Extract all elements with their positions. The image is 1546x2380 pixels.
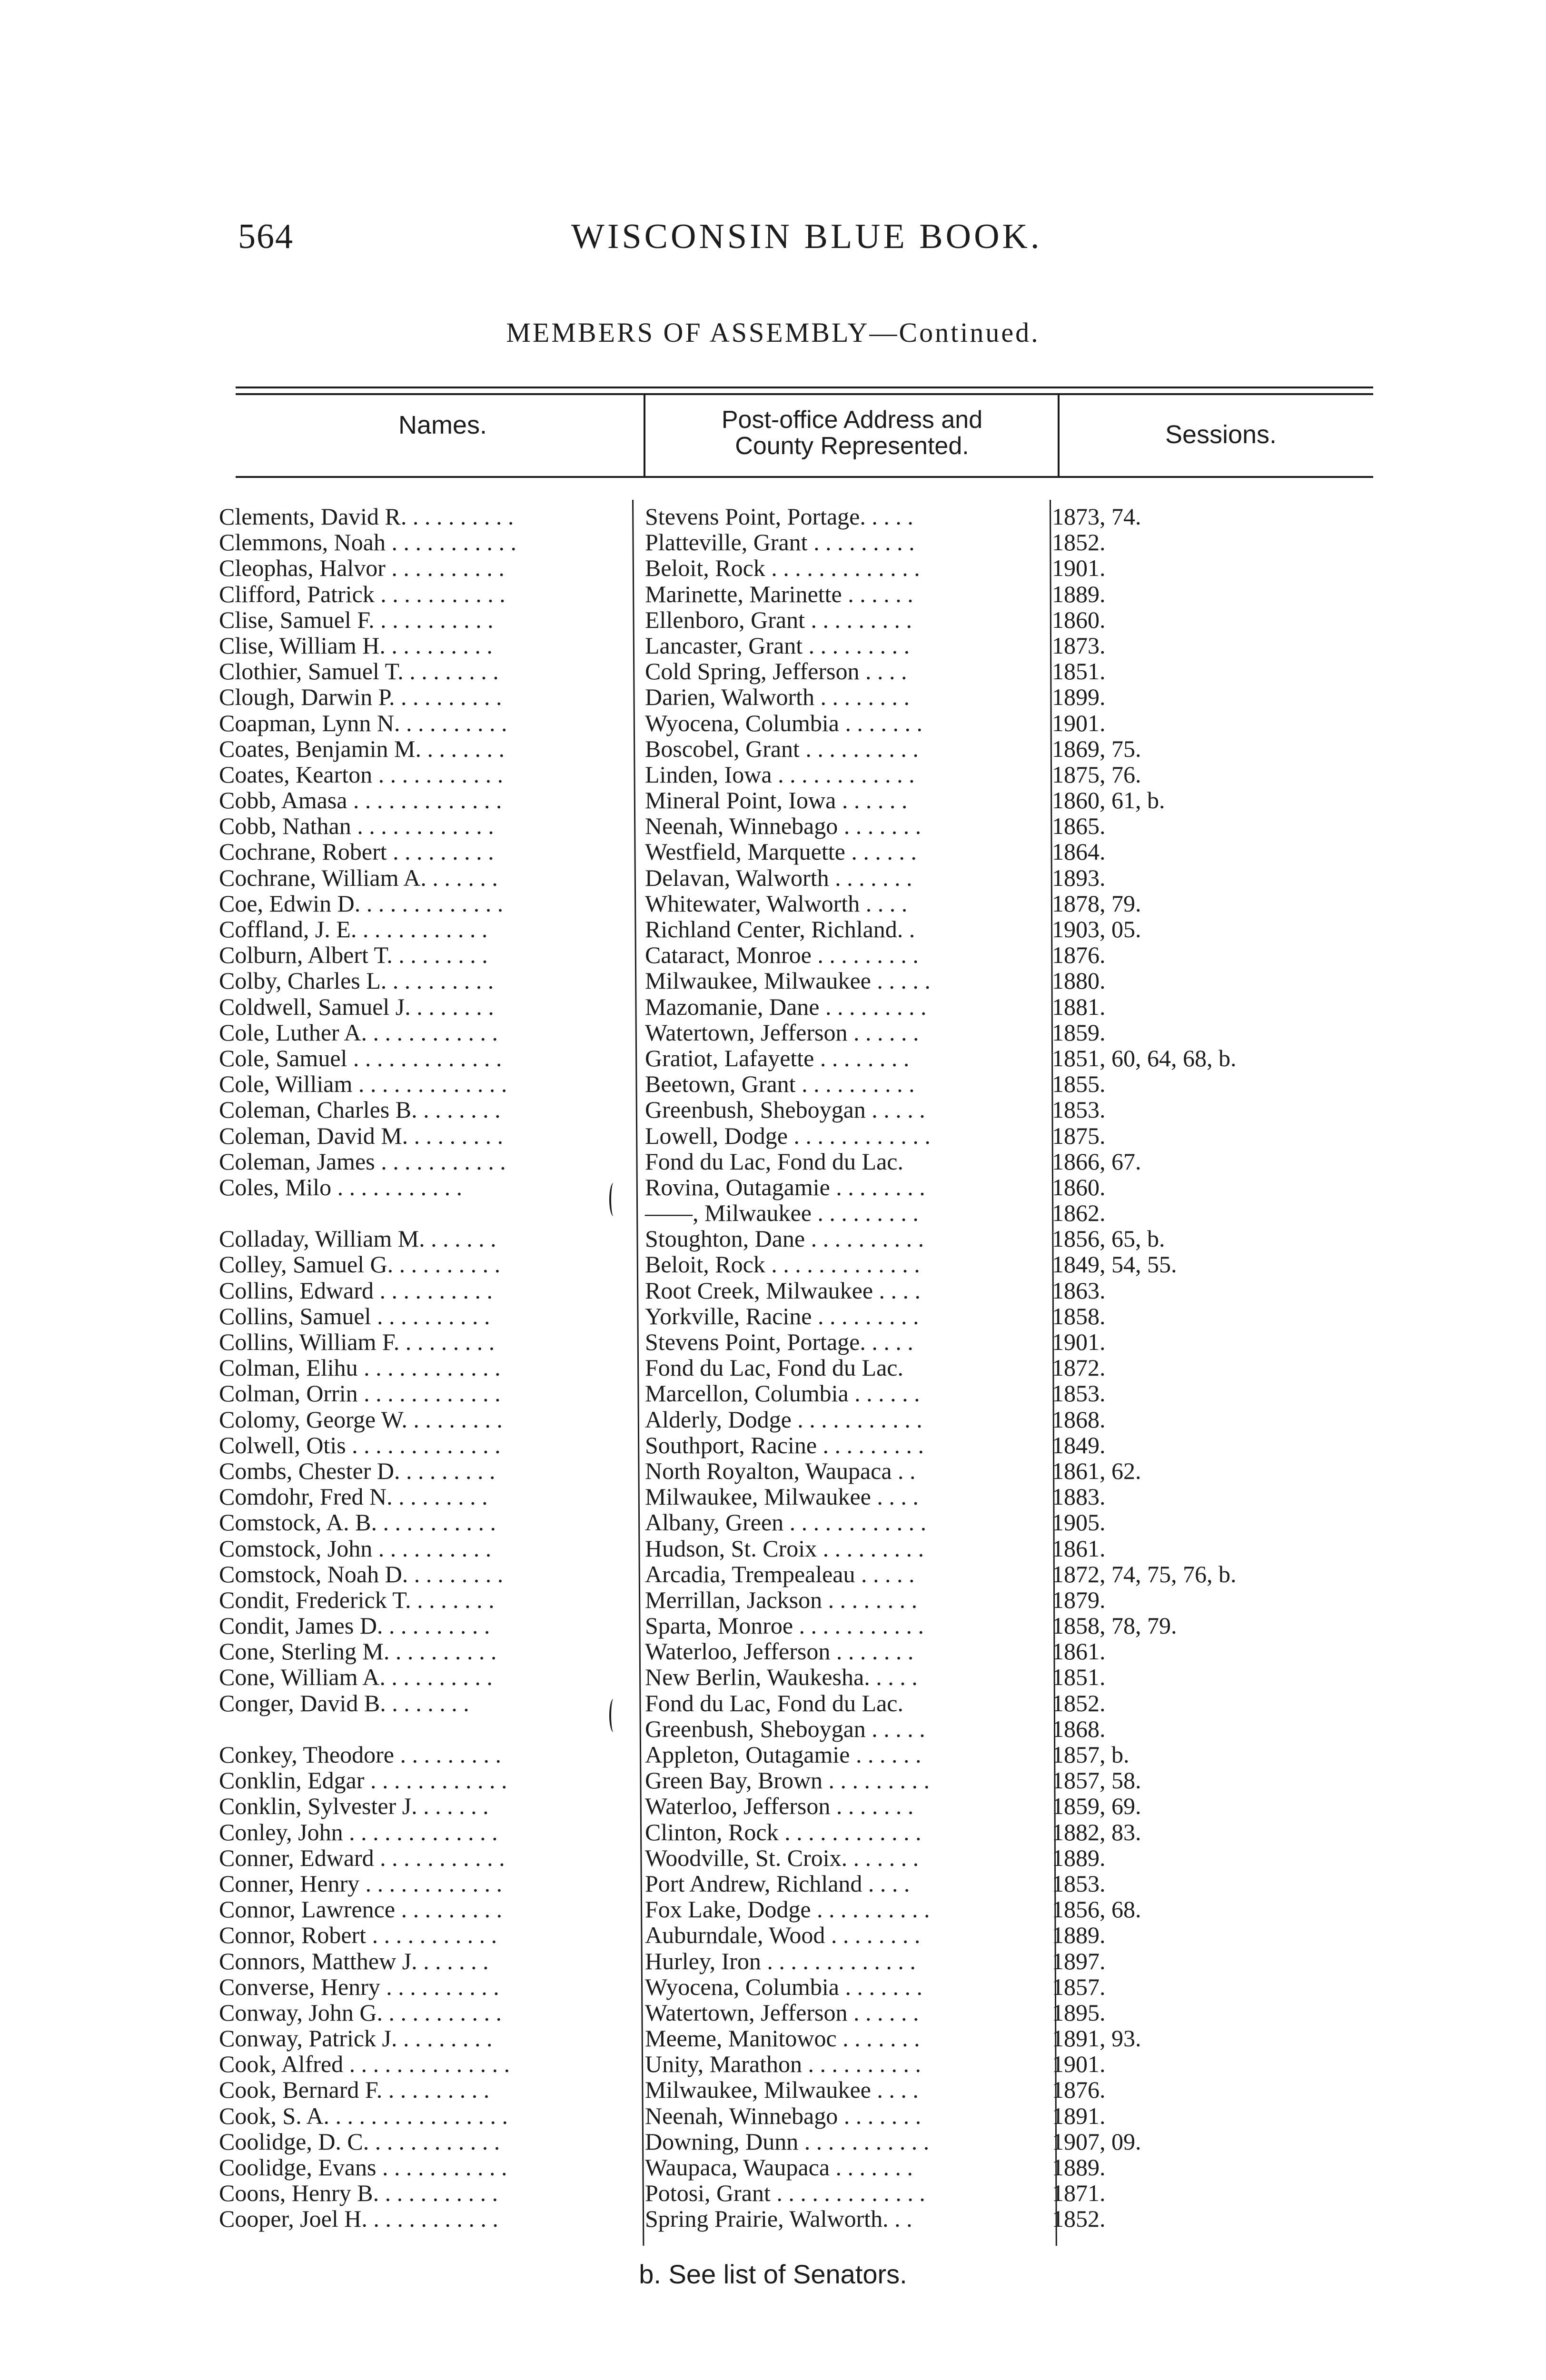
- table-row-address: Marcellon, Columbia . . . . . .: [645, 1380, 920, 1407]
- table-row-sessions: 1868.: [1052, 1715, 1106, 1742]
- table-row-sessions: 1899.: [1052, 684, 1106, 711]
- table-row-address: Fox Lake, Dodge . . . . . . . . . .: [645, 1896, 930, 1923]
- body-col-divider-1: [632, 500, 644, 2246]
- table-row-address: New Berlin, Waukesha. . . . .: [645, 1664, 918, 1691]
- table-row-name: Cone, Sterling M. . . . . . . . . .: [219, 1638, 497, 1665]
- table-row-sessions: 1852.: [1052, 2205, 1106, 2232]
- table-row-address: Marinette, Marinette . . . . . .: [645, 580, 913, 607]
- section-title: MEMBERS OF ASSEMBLY—Continued.: [506, 317, 1040, 348]
- table-row-name: Condit, Frederick T. . . . . . . .: [219, 1586, 495, 1613]
- table-row-name: Coons, Henry B. . . . . . . . . . .: [219, 2180, 498, 2207]
- table-row-sessions: 1876.: [1052, 942, 1106, 969]
- table-row-name: Cleophas, Halvor . . . . . . . . . .: [219, 555, 505, 582]
- table-row-sessions: 1849.: [1052, 1431, 1106, 1458]
- table-row-name: Coleman, David M. . . . . . . . .: [219, 1122, 504, 1149]
- table-row-name: Coapman, Lynn N. . . . . . . . . .: [219, 709, 507, 736]
- table-row-name: Conway, John G. . . . . . . . . . .: [219, 1999, 502, 2026]
- table-row-name: Conklin, Sylvester J. . . . . . .: [219, 1793, 489, 1820]
- page-number: 564: [238, 217, 294, 256]
- table-row-name: Clough, Darwin P. . . . . . . . . .: [219, 684, 502, 711]
- table-row-name: Coates, Kearton . . . . . . . . . . .: [219, 761, 504, 788]
- table-row-address: Westfield, Marquette . . . . . .: [645, 838, 917, 865]
- table-row-address: Port Andrew, Richland . . . .: [645, 1870, 910, 1897]
- table-row-name: Clise, Samuel F. . . . . . . . . . .: [219, 606, 494, 633]
- table-row-sessions: 1875, 76.: [1052, 761, 1141, 788]
- table-row-address: Stevens Point, Portage. . . . .: [645, 1329, 913, 1355]
- table-row-sessions: 1860.: [1052, 1173, 1106, 1200]
- table-row-name: Cole, Samuel . . . . . . . . . . . . .: [219, 1044, 502, 1071]
- table-row-name: Coolidge, D. C. . . . . . . . . . . .: [219, 2128, 500, 2155]
- table-row-address: Lancaster, Grant . . . . . . . . .: [645, 632, 910, 659]
- table-row-name: Cook, Bernard F. . . . . . . . . .: [219, 2076, 490, 2103]
- table-row-name: Colley, Samuel G. . . . . . . . . .: [219, 1251, 501, 1278]
- table-row-address: Fond du Lac, Fond du Lac.: [645, 1354, 903, 1381]
- table-row-address: Ellenboro, Grant . . . . . . . . .: [645, 606, 912, 633]
- table-row-name: Colwell, Otis . . . . . . . . . . . . .: [219, 1431, 501, 1458]
- table-row-name: Colman, Elihu . . . . . . . . . . . .: [219, 1354, 501, 1381]
- table-row-sessions: 1861, 62.: [1052, 1457, 1141, 1484]
- table-row-sessions: 1856, 68.: [1052, 1896, 1141, 1923]
- sessions-column: [1052, 504, 1237, 2232]
- table-row-sessions: 1907, 09.: [1052, 2128, 1141, 2155]
- table-row-sessions: 1876.: [1052, 2076, 1106, 2103]
- table-row-address: Beloit, Rock . . . . . . . . . . . . .: [645, 1251, 920, 1278]
- table-row-name: Colburn, Albert T. . . . . . . . .: [219, 942, 488, 969]
- table-row-name: Combs, Chester D. . . . . . . . .: [219, 1457, 496, 1484]
- table-row-sessions: 1861.: [1052, 1638, 1106, 1665]
- table-row-address: Neenah, Winnebago . . . . . . .: [645, 813, 922, 840]
- table-row-name: Collins, Samuel . . . . . . . . . .: [219, 1302, 490, 1329]
- header-col-divider-1: [644, 395, 645, 477]
- table-row-sessions: 1861.: [1052, 1535, 1106, 1562]
- table-row-sessions: 1868.: [1052, 1406, 1106, 1433]
- table-row-name: Clemmons, Noah . . . . . . . . . . .: [219, 529, 516, 556]
- table-row-name: Condit, James D. . . . . . . . . .: [219, 1612, 490, 1639]
- table-row-name: Conley, John . . . . . . . . . . . . .: [219, 1818, 498, 1845]
- table-row-sessions: 1869, 75.: [1052, 735, 1141, 762]
- table-row-address: Cold Spring, Jefferson . . . .: [645, 658, 907, 685]
- table-row-sessions: 1873, 74.: [1052, 503, 1141, 530]
- table-row-address: Greenbush, Sheboygan . . . . .: [645, 1715, 925, 1742]
- table-row-address: Stevens Point, Portage. . . . .: [645, 503, 913, 530]
- table-row-name: Comstock, Noah D. . . . . . . . .: [219, 1560, 504, 1587]
- table-row-address: Watertown, Jefferson . . . . . .: [645, 1019, 919, 1046]
- table-row-sessions: 1859, 69.: [1052, 1793, 1141, 1820]
- table-row-sessions: 1858.: [1052, 1302, 1106, 1329]
- table-row-name: Clothier, Samuel T. . . . . . . . .: [219, 658, 499, 685]
- table-row-address: Delavan, Walworth . . . . . . .: [645, 864, 912, 891]
- table-row-sessions: 1889.: [1052, 580, 1106, 607]
- table-row-name: Connors, Matthew J. . . . . . .: [219, 1947, 489, 1974]
- table-row-address: Meeme, Manitowoc . . . . . . .: [645, 2025, 920, 2052]
- brace-mark: [609, 1699, 618, 1732]
- table-row-name: Cobb, Nathan . . . . . . . . . . . .: [219, 813, 494, 840]
- top-rule-2: [236, 393, 1373, 395]
- table-row-sessions: 1853.: [1052, 1380, 1106, 1407]
- table-row-sessions: 1873.: [1052, 632, 1106, 659]
- address-column: [645, 504, 1040, 2232]
- table-row-address: Potosi, Grant . . . . . . . . . . . . .: [645, 2180, 925, 2207]
- table-row-sessions: 1878, 79.: [1052, 890, 1141, 917]
- table-row-name: Cole, William . . . . . . . . . . . . .: [219, 1071, 507, 1098]
- table-row-name: Clifford, Patrick . . . . . . . . . . .: [219, 580, 505, 607]
- table-row-address: Waterloo, Jefferson . . . . . . .: [645, 1638, 914, 1665]
- table-row-address: Fond du Lac, Fond du Lac.: [645, 1689, 903, 1716]
- table-row-sessions: 1872, 74, 75, 76, b.: [1052, 1560, 1237, 1587]
- table-row-address: Beloit, Rock . . . . . . . . . . . . .: [645, 555, 920, 582]
- table-row-address: Milwaukee, Milwaukee . . . .: [645, 2076, 919, 2103]
- table-row-address: Appleton, Outagamie . . . . . .: [645, 1741, 922, 1768]
- table-row-sessions: 1889.: [1052, 2154, 1106, 2181]
- table-row-address: Root Creek, Milwaukee . . . .: [645, 1277, 921, 1304]
- table-row-sessions: 1880.: [1052, 967, 1106, 994]
- table-row-sessions: 1891.: [1052, 2102, 1106, 2129]
- table-row-address: Downing, Dunn . . . . . . . . . . .: [645, 2128, 930, 2155]
- table-row-sessions: 1901.: [1052, 1329, 1106, 1355]
- table-row-sessions: 1866, 67.: [1052, 1148, 1141, 1175]
- running-head: WISCONSIN BLUE BOOK.: [571, 217, 1042, 256]
- table-row-sessions: 1901.: [1052, 555, 1106, 582]
- table-row-name: Collins, William F. . . . . . . . .: [219, 1329, 495, 1355]
- table-row-address: Green Bay, Brown . . . . . . . . .: [645, 1767, 930, 1794]
- table-row-address: Watertown, Jefferson . . . . . .: [645, 1999, 919, 2026]
- table-row-sessions: 1893.: [1052, 864, 1106, 891]
- table-row-name: Collins, Edward . . . . . . . . . .: [219, 1277, 493, 1304]
- table-row-sessions: 1860.: [1052, 606, 1106, 633]
- header-col-divider-2: [1058, 395, 1060, 477]
- table-row-sessions: 1852.: [1052, 529, 1106, 556]
- table-row-address: Darien, Walworth . . . . . . . .: [645, 684, 910, 711]
- table-row-name: Clements, David R. . . . . . . . . .: [219, 503, 514, 530]
- table-row-address: Platteville, Grant . . . . . . . . .: [645, 529, 915, 556]
- table-row-sessions: 1905.: [1052, 1509, 1106, 1536]
- table-row-address: Waterloo, Jefferson . . . . . . .: [645, 1793, 914, 1820]
- table-row-address: Milwaukee, Milwaukee . . . .: [645, 1483, 919, 1510]
- table-row-name: [219, 1716, 624, 1742]
- table-row-sessions: 1875.: [1052, 1122, 1106, 1149]
- column-header-names: Names.: [398, 411, 487, 439]
- table-row-address: Alderly, Dodge . . . . . . . . . . .: [645, 1406, 922, 1433]
- table-row-sessions: 1858, 78, 79.: [1052, 1612, 1177, 1639]
- table-row-sessions: 1891, 93.: [1052, 2025, 1141, 2052]
- brace-mark: [609, 1183, 618, 1216]
- footnote: b. See list of Senators.: [639, 2259, 907, 2289]
- table-row-sessions: 1863.: [1052, 1277, 1106, 1304]
- table-row-sessions: 1881.: [1052, 993, 1106, 1020]
- table-row-sessions: 1855.: [1052, 1071, 1106, 1098]
- table-row-address: Wyocena, Columbia . . . . . . .: [645, 709, 922, 736]
- column-header-address-line2: County Represented.: [735, 432, 969, 460]
- table-row-name: Connor, Lawrence . . . . . . . . .: [219, 1896, 503, 1923]
- table-row-address: Whitewater, Walworth . . . .: [645, 890, 908, 917]
- table-row-address: North Royalton, Waupaca . .: [645, 1457, 916, 1484]
- table-row-address: Arcadia, Trempealeau . . . . .: [645, 1560, 915, 1587]
- table-row-name: Coleman, Charles B. . . . . . . .: [219, 1096, 501, 1123]
- table-row-name: Cochrane, William A. . . . . . .: [219, 864, 498, 891]
- table-row-name: Conklin, Edgar . . . . . . . . . . . .: [219, 1767, 507, 1794]
- table-row-sessions: 1871.: [1052, 2180, 1106, 2207]
- table-row-address: Unity, Marathon . . . . . . . . . .: [645, 2051, 922, 2078]
- table-row-name: Colman, Orrin . . . . . . . . . . . .: [219, 1380, 501, 1407]
- table-row-address: Beetown, Grant . . . . . . . . . .: [645, 1071, 915, 1098]
- table-row-sessions: 1862.: [1052, 1200, 1106, 1227]
- table-row-sessions: 1859.: [1052, 1019, 1106, 1046]
- names-column: [219, 504, 624, 2232]
- table-row-name: Conway, Patrick J. . . . . . . . .: [219, 2025, 493, 2052]
- table-row-address: Albany, Green . . . . . . . . . . . .: [645, 1509, 927, 1536]
- table-row-sessions: 1851.: [1052, 1664, 1106, 1691]
- table-row-address: Sparta, Monroe . . . . . . . . . . .: [645, 1612, 924, 1639]
- table-row-name: Cobb, Amasa . . . . . . . . . . . . .: [219, 787, 502, 814]
- table-row-sessions: 1903, 05.: [1052, 916, 1141, 942]
- table-row-name: Coldwell, Samuel J. . . . . . . .: [219, 993, 494, 1020]
- table-row-address: Clinton, Rock . . . . . . . . . . . .: [645, 1818, 922, 1845]
- table-row-sessions: 1897.: [1052, 1947, 1106, 1974]
- table-row-address: Linden, Iowa . . . . . . . . . . . .: [645, 761, 915, 788]
- table-row-address: Merrillan, Jackson . . . . . . . .: [645, 1586, 918, 1613]
- table-row-name: Cochrane, Robert . . . . . . . . .: [219, 838, 494, 865]
- table-row-name: Comstock, John . . . . . . . . . .: [219, 1535, 492, 1562]
- table-row-address: Hurley, Iron . . . . . . . . . . . . .: [645, 1947, 916, 1974]
- table-row-name: Colladay, William M. . . . . . .: [219, 1225, 496, 1252]
- table-row-sessions: 1864.: [1052, 838, 1106, 865]
- table-row-name: Cook, Alfred . . . . . . . . . . . . . .: [219, 2051, 510, 2078]
- table-row-sessions: 1865.: [1052, 813, 1106, 840]
- table-row-address: ——, Milwaukee . . . . . . . . .: [645, 1200, 919, 1227]
- table-row-sessions: 1851, 60, 64, 68, b.: [1052, 1044, 1237, 1071]
- table-row-name: Connor, Robert . . . . . . . . . . .: [219, 1922, 497, 1949]
- table-row-address: Stoughton, Dane . . . . . . . . . .: [645, 1225, 924, 1252]
- table-row-address: Wyocena, Columbia . . . . . . .: [645, 1973, 922, 2000]
- table-row-address: Southport, Racine . . . . . . . . .: [645, 1431, 924, 1458]
- table-row-name: Clise, William H. . . . . . . . . .: [219, 632, 493, 659]
- table-row-address: Neenah, Winnebago . . . . . . .: [645, 2102, 922, 2129]
- table-row-address: Fond du Lac, Fond du Lac.: [645, 1148, 903, 1175]
- table-row-sessions: 1860, 61, b.: [1052, 787, 1165, 814]
- table-row-sessions: 1883.: [1052, 1483, 1106, 1510]
- table-row-name: Conkey, Theodore . . . . . . . . .: [219, 1741, 501, 1768]
- table-row-address: Boscobel, Grant . . . . . . . . . .: [645, 735, 919, 762]
- table-row-sessions: 1857, 58.: [1052, 1767, 1141, 1794]
- table-row-address: Spring Prairie, Walworth. . .: [645, 2205, 912, 2232]
- column-header-address-line1: Post-office Address and: [721, 406, 983, 434]
- table-row-sessions: 1901.: [1052, 2051, 1106, 2078]
- table-row-sessions: 1901.: [1052, 709, 1106, 736]
- table-row-name: Comdohr, Fred N. . . . . . . . .: [219, 1483, 488, 1510]
- table-row-sessions: 1849, 54, 55.: [1052, 1251, 1177, 1278]
- table-row-name: Cone, William A. . . . . . . . . .: [219, 1664, 493, 1691]
- table-row-name: Comstock, A. B. . . . . . . . . . .: [219, 1509, 496, 1536]
- table-row-address: Richland Center, Richland. .: [645, 916, 915, 942]
- table-row-name: Conner, Henry . . . . . . . . . . . .: [219, 1870, 503, 1897]
- table-row-sessions: 1889.: [1052, 1922, 1106, 1949]
- table-row-name: Cook, S. A. . . . . . . . . . . . . . . .: [219, 2102, 508, 2129]
- table-row-name: Cole, Luther A. . . . . . . . . . . .: [219, 1019, 498, 1046]
- table-row-name: Conger, David B. . . . . . . .: [219, 1690, 624, 1716]
- table-row-name: [219, 1200, 624, 1226]
- table-row-sessions: 1895.: [1052, 1999, 1106, 2026]
- table-row-sessions: 1872.: [1052, 1354, 1106, 1381]
- table-row-sessions: 1853.: [1052, 1096, 1106, 1123]
- table-row-address: Hudson, St. Croix . . . . . . . . .: [645, 1535, 924, 1562]
- table-row-name: Converse, Henry . . . . . . . . . .: [219, 1973, 499, 2000]
- table-row-name: Coffland, J. E. . . . . . . . . . . .: [219, 916, 488, 942]
- table-row-sessions: 1857, b.: [1052, 1741, 1130, 1768]
- table-row-name: Coe, Edwin D. . . . . . . . . . . . .: [219, 890, 504, 917]
- table-row-address: Gratiot, Lafayette . . . . . . . .: [645, 1044, 910, 1071]
- table-row-sessions: 1853.: [1052, 1870, 1106, 1897]
- table-row-name: Coolidge, Evans . . . . . . . . . . .: [219, 2154, 507, 2181]
- table-row-address: Cataract, Monroe . . . . . . . . .: [645, 942, 919, 969]
- table-row-name: Colomy, George W. . . . . . . . .: [219, 1406, 503, 1433]
- top-rule-1: [236, 387, 1373, 388]
- table-row-name: Colby, Charles L. . . . . . . . . .: [219, 967, 494, 994]
- table-row-sessions: 1879.: [1052, 1586, 1106, 1613]
- table-row-address: Mazomanie, Dane . . . . . . . . .: [645, 993, 927, 1020]
- table-row-sessions: 1882, 83.: [1052, 1818, 1141, 1845]
- table-row-name: Coates, Benjamin M. . . . . . . .: [219, 735, 505, 762]
- table-row-address: Woodville, St. Croix. . . . . . .: [645, 1844, 919, 1871]
- table-row-sessions: 1857.: [1052, 1973, 1106, 2000]
- table-row-address: Rovina, Outagamie . . . . . . . .: [645, 1173, 925, 1200]
- table-row-name: Conner, Edward . . . . . . . . . . .: [219, 1844, 505, 1871]
- table-row-sessions: 1852.: [1052, 1689, 1106, 1716]
- table-row-address: Mineral Point, Iowa . . . . . .: [645, 787, 908, 814]
- column-header-sessions: Sessions.: [1165, 420, 1277, 449]
- table-row-sessions: 1856, 65, b.: [1052, 1225, 1165, 1252]
- table-row-address: Lowell, Dodge . . . . . . . . . . . .: [645, 1122, 931, 1149]
- table-row-name: Cooper, Joel H. . . . . . . . . . . .: [219, 2205, 498, 2232]
- table-row-address: Yorkville, Racine . . . . . . . . .: [645, 1302, 919, 1329]
- table-row-name: Coles, Milo . . . . . . . . . . .: [219, 1174, 624, 1200]
- table-row-address: Auburndale, Wood . . . . . . . .: [645, 1922, 921, 1949]
- table-row-address: Waupaca, Waupaca . . . . . . .: [645, 2154, 913, 2181]
- table-row-sessions: 1889.: [1052, 1844, 1106, 1871]
- table-row-sessions: 1851.: [1052, 658, 1106, 685]
- table-row-name: Coleman, James . . . . . . . . . . .: [219, 1148, 506, 1175]
- table-row-address: Greenbush, Sheboygan . . . . .: [645, 1096, 925, 1123]
- header-bottom-rule: [236, 476, 1373, 478]
- table-row-address: Milwaukee, Milwaukee . . . . .: [645, 967, 931, 994]
